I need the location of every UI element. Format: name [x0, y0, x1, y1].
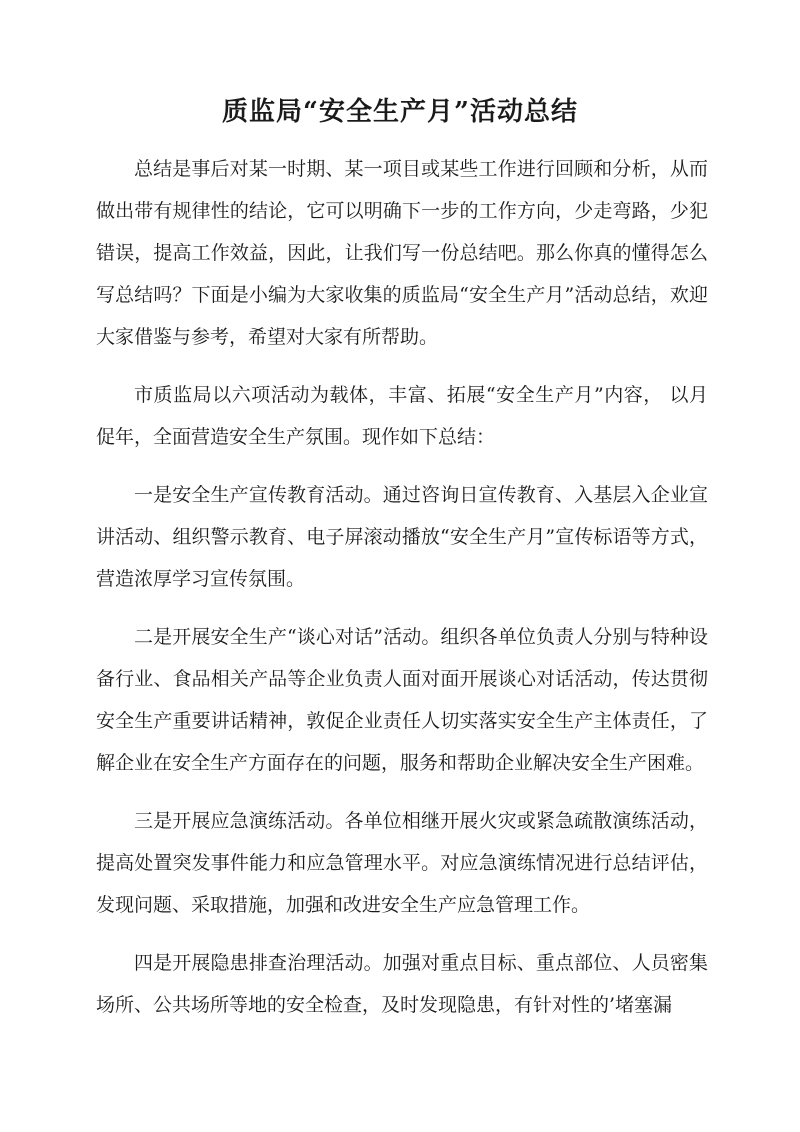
paragraph-intro: 总结是事后对某一时期、某一项目或某些工作进行回顾和分析，从而做出带有规律性的结论，它可以明确下一步的工作方向，少走弯路，少犯错误，提高工作效益，因此，让我们写一份总结吧。那么你真的懂得怎么写总结吗？下面是小编为大家收集的质监局“安全生产月”活动总结，欢迎大家借鉴与参考，希望对大家有所帮助。: [96, 158, 708, 348]
document-body: [96, 148, 708, 1042]
paragraph-item-3: 三是开展应急演练活动。各单位相继开展火灾或紧急疏散演练活动，提高处置突发事件能力和应急管理水平。对应急演练情况进行总结评估，发现问题、采取措施，加强和改进安全生产应急管理工作。: [96, 810, 708, 916]
paragraph-item-4: 四是开展隐患排查治理活动。加强对重点目标、重点部位、人员密集场所、公共场所等地的安全检查，及时发现隐患，有针对性的’堵塞漏: [96, 952, 708, 1016]
paragraph-overview: 市质监局以六项活动为载体，丰富、拓展“安全生产月”内容， 以月促年，全面营造安全生产氛围。现作如下总结：: [96, 384, 708, 448]
paragraph-item-1: 一是安全生产宣传教育活动。通过咨询日宣传教育、入基层入企业宣讲活动、组织警示教育、电子屏滚动播放“安全生产月”宣传标语等方式，营造浓厚学习宣传氛围。: [96, 484, 708, 590]
document-title: 质监局“安全生产月”活动总结: [222, 97, 578, 127]
paragraph-item-2: 二是开展安全生产“谈心对话”活动。组织各单位负责人分别与特种设备行业、食品相关产品等企业负责人面对面开展谈心对话活动，传达贯彻安全生产重要讲话精神，敦促企业责任人切实落实安全生产主体责任，了解企业在安全生产方面存在的问题，服务和帮助企业解决安全生产困难。: [96, 626, 708, 774]
